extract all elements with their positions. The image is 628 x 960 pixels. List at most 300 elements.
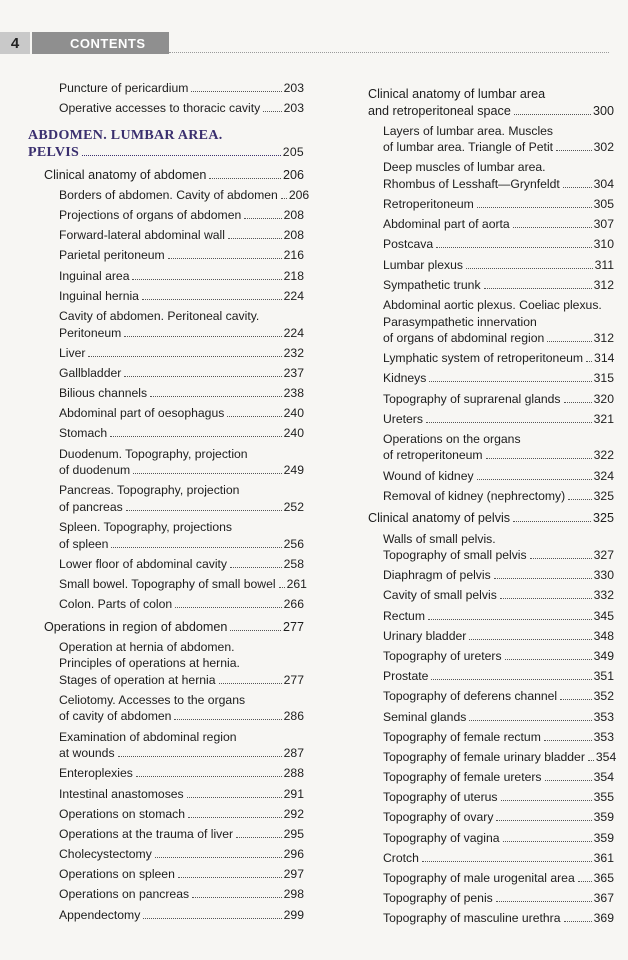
- toc-entry-title: of organs of abdominal region: [383, 331, 545, 345]
- toc-entry-title-line: Deep muscles of lumbar area.: [383, 160, 546, 175]
- toc-page-number: 205: [282, 144, 304, 159]
- toc-entry[interactable]: [352, 709, 614, 726]
- toc-entry[interactable]: [28, 207, 304, 224]
- dot-leader: [545, 780, 592, 781]
- toc-page-number: 312: [593, 277, 614, 292]
- toc-page-number: 286: [283, 709, 304, 724]
- toc-entry-title: Postcava: [383, 237, 434, 252]
- toc-entry-title: Diaphragm of pelvis: [383, 568, 491, 583]
- toc-entry-title: Operations on pancreas: [59, 887, 190, 902]
- toc-page-number: 249: [283, 463, 304, 478]
- toc-entry[interactable]: [352, 749, 617, 766]
- dot-leader: [513, 521, 591, 522]
- toc-entry-title: Small bowel. Topography of small bowel: [59, 576, 276, 591]
- toc-entry-title: at wounds: [59, 746, 115, 761]
- toc-entry-title: Lumbar plexus: [383, 257, 463, 272]
- toc-entry[interactable]: [352, 510, 614, 527]
- dot-leader: [556, 150, 592, 151]
- header-rule: [169, 52, 609, 53]
- toc-page-number: 298: [283, 887, 304, 902]
- toc-page-number: 369: [593, 911, 614, 926]
- header-title: CONTENTS: [70, 35, 146, 51]
- dot-leader: [514, 114, 591, 115]
- toc-entry[interactable]: [28, 345, 304, 362]
- toc-entry-title: Prostate: [383, 669, 429, 684]
- toc-page-number: 353: [593, 709, 614, 724]
- toc-entry-title: Sympathetic trunk: [383, 277, 481, 292]
- toc-page-number: 365: [593, 871, 614, 885]
- dot-leader: [110, 436, 282, 437]
- toc-entry[interactable]: [28, 786, 304, 803]
- toc-page-number: 324: [593, 468, 614, 483]
- toc-entry-title: Inguinal area: [59, 268, 130, 283]
- toc-entry-title: Stages of operation at hernia: [59, 672, 216, 687]
- toc-entry-title: Parietal peritoneum: [59, 248, 165, 263]
- toc-page-number: 302: [593, 140, 614, 155]
- toc-entry-title: Operative accesses to thoracic cavity: [59, 101, 261, 116]
- toc-page-number: 325: [593, 488, 614, 503]
- toc-page-number: 361: [593, 850, 614, 865]
- toc-entry-title: Topography of penis: [383, 891, 493, 906]
- toc-page-number: 203: [283, 101, 304, 116]
- toc-page-number: 287: [283, 746, 304, 761]
- dot-leader: [496, 901, 592, 902]
- toc-page-number: 322: [593, 448, 614, 463]
- dot-leader: [175, 607, 282, 608]
- dot-leader: [126, 510, 282, 511]
- toc-entry-title: Kidneys: [383, 371, 427, 386]
- toc-entry[interactable]: [28, 247, 304, 264]
- toc-entry-title: Cholecystectomy: [59, 847, 152, 862]
- toc-page-number: 345: [593, 608, 614, 623]
- toc-entry-title: Liver: [59, 345, 86, 360]
- toc-page-number: 237: [283, 365, 304, 380]
- toc-entry-title: Bilious channels: [59, 386, 148, 401]
- toc-entry[interactable]: [352, 391, 614, 408]
- toc-entry-title: Retroperitoneum: [383, 197, 474, 212]
- toc-entry[interactable]: [352, 628, 614, 645]
- toc-entry-title-line: Operations on the organs: [383, 431, 521, 446]
- dot-leader: [560, 699, 592, 700]
- toc-entry-title-line: Parasympathetic innervation: [383, 314, 537, 329]
- toc-entry-title: Topography of uterus: [383, 790, 498, 805]
- dot-leader: [578, 881, 592, 882]
- dot-leader: [142, 299, 282, 300]
- dot-leader: [191, 91, 281, 92]
- dot-leader: [505, 659, 592, 660]
- toc-page-number: 353: [593, 729, 614, 744]
- toc-entry-title: Abdominal part of oesophagus: [59, 406, 225, 421]
- dot-leader: [469, 720, 591, 721]
- toc-entry[interactable]: [352, 159, 614, 192]
- toc-page-number: 208: [283, 208, 304, 223]
- toc-entry[interactable]: [28, 227, 304, 244]
- toc-entry-title: Projections of organs of abdomen: [59, 208, 242, 223]
- toc-entry-title: Lymphatic system of retroperitoneum: [383, 351, 584, 366]
- toc-entry-title: Removal of kidney (nephrectomy): [383, 488, 566, 503]
- dot-leader: [227, 416, 281, 417]
- toc-entry-title-line: Celiotomy. Accesses to the organs: [59, 692, 246, 707]
- toc-entry[interactable]: [28, 446, 304, 479]
- toc-page-number: 266: [283, 597, 304, 612]
- toc-entry[interactable]: [28, 425, 304, 442]
- toc-entry-title: PELVIS: [28, 144, 80, 160]
- toc-entry-title: Stomach: [59, 426, 108, 441]
- toc-entry-title: Abdominal part of aorta: [383, 217, 510, 232]
- toc-entry[interactable]: [28, 556, 304, 573]
- toc-page-number: 310: [593, 237, 614, 252]
- toc-entry-title: Rhombus of Lesshaft—Grynfeldt: [383, 176, 560, 191]
- dot-leader: [422, 861, 592, 862]
- toc-page-number: 354: [595, 749, 617, 764]
- toc-entry-title: Topography of ovary: [383, 810, 494, 825]
- toc-entry[interactable]: [28, 619, 304, 636]
- toc-entry[interactable]: [352, 86, 614, 119]
- toc-entry[interactable]: [28, 167, 304, 184]
- toc-entry[interactable]: [352, 789, 614, 806]
- toc-entry-title: Operations in region of abdomen: [44, 619, 228, 634]
- toc-page-number: 203: [283, 81, 304, 95]
- toc-entry-title: Topography of masculine urethra: [383, 911, 561, 926]
- toc-entry-title: Appendectomy: [59, 907, 141, 922]
- toc-entry[interactable]: [352, 668, 614, 685]
- dot-leader: [124, 336, 281, 337]
- toc-entry-title: Forward-lateral abdominal wall: [59, 228, 225, 243]
- toc-entry-title: of retroperitoneum: [383, 448, 483, 463]
- dot-leader: [174, 719, 281, 720]
- toc-entry[interactable]: [28, 806, 304, 823]
- toc-page-number: 206: [282, 167, 304, 182]
- toc-entry[interactable]: [28, 385, 304, 402]
- dot-leader: [484, 288, 592, 289]
- toc-page-number: 258: [283, 556, 304, 571]
- toc-entry[interactable]: [28, 886, 304, 903]
- toc-entry-title-line: Walls of small pelvis.: [383, 531, 496, 546]
- toc-entry[interactable]: [28, 596, 304, 613]
- dot-leader: [486, 458, 592, 459]
- dot-leader: [477, 207, 592, 208]
- toc-entry[interactable]: [28, 308, 304, 341]
- toc-entry-title: Intestinal anastomoses: [59, 786, 184, 801]
- toc-page-number: 299: [283, 907, 304, 922]
- toc-page-number: 332: [593, 588, 614, 603]
- toc-page-number: 325: [592, 511, 614, 526]
- toc-page-number: 312: [593, 331, 614, 345]
- toc-entry[interactable]: [28, 268, 304, 285]
- toc-entry[interactable]: [352, 809, 614, 826]
- toc-entry-title: Puncture of pericardium: [59, 81, 189, 95]
- toc-entry[interactable]: [352, 297, 614, 347]
- dot-leader: [111, 547, 281, 548]
- toc-page-number: 307: [593, 217, 614, 232]
- toc-entry[interactable]: [28, 639, 304, 689]
- toc-entry-title: Gallbladder: [59, 365, 122, 380]
- toc-entry[interactable]: [28, 846, 304, 863]
- dot-leader: [588, 760, 594, 761]
- toc-page-number: 240: [283, 426, 304, 441]
- toc-entry-title: Operations on spleen: [59, 867, 175, 882]
- dot-leader: [544, 740, 592, 741]
- toc-entry-title: Enteroplexies: [59, 766, 133, 781]
- toc-page-number: 216: [283, 248, 304, 263]
- dot-leader: [230, 630, 281, 631]
- dot-leader: [132, 279, 281, 280]
- toc-page-number: 288: [283, 766, 304, 781]
- toc-right-column: [352, 80, 617, 931]
- toc-page-number: 232: [283, 345, 304, 360]
- toc-page-number: 206: [288, 187, 310, 202]
- toc-entry-title: Topography of suprarenal glands: [383, 391, 561, 406]
- toc-entry-title: Topography of vagina: [383, 830, 500, 845]
- toc-entry-title: Topography of female urinary bladder: [383, 749, 585, 764]
- dot-leader: [586, 361, 592, 362]
- dot-leader: [124, 376, 281, 377]
- toc-entry[interactable]: [28, 907, 304, 924]
- toc-entry-title-line: Operation at hernia of abdomen.: [59, 639, 235, 654]
- toc-entry-title: of pancreas: [59, 499, 123, 514]
- toc-entry-title: of duodenum: [59, 463, 131, 478]
- dot-leader: [82, 155, 281, 156]
- toc-entry-title: Operations on stomach: [59, 806, 186, 821]
- toc-entry-title-line: Layers of lumbar area. Muscles: [383, 123, 554, 138]
- page-number: 4: [0, 32, 30, 54]
- dot-leader: [230, 567, 282, 568]
- dot-leader: [568, 499, 591, 500]
- dot-leader: [209, 178, 281, 179]
- toc-entry-title-line: Pancreas. Topography, projection: [59, 483, 240, 498]
- toc-entry[interactable]: [28, 765, 304, 782]
- toc-entry[interactable]: [352, 608, 614, 625]
- toc-entry[interactable]: [352, 216, 614, 233]
- dot-leader: [503, 841, 592, 842]
- dot-leader: [178, 877, 282, 878]
- toc-entry-title: Peritoneum: [59, 325, 122, 340]
- toc-entry-title: Topography of female rectum: [383, 729, 541, 744]
- toc-page-number: 330: [593, 568, 614, 583]
- toc-page-number: 240: [283, 406, 304, 421]
- toc-entry-title-line: Duodenum. Topography, projection: [59, 446, 248, 461]
- dot-leader: [263, 111, 281, 112]
- toc-entry[interactable]: [352, 370, 614, 387]
- toc-entry[interactable]: [352, 431, 614, 464]
- toc-entry-title-line: Clinical anatomy of lumbar area: [368, 87, 546, 101]
- toc-page-number: 224: [283, 325, 304, 340]
- toc-entry-title: Topography of male urogenital area: [383, 871, 575, 885]
- toc-entry[interactable]: [28, 187, 310, 204]
- toc-page-number: 351: [593, 669, 614, 684]
- dot-leader: [187, 797, 282, 798]
- toc-entry[interactable]: [352, 123, 614, 156]
- toc-entry-title: Wound of kidney: [383, 468, 474, 483]
- toc-page-number: 304: [593, 176, 614, 191]
- toc-entry-title: Crotch: [383, 850, 419, 865]
- dot-leader: [494, 578, 592, 579]
- toc-page-number: 297: [283, 867, 304, 882]
- toc-entry-title: Colon. Parts of colon: [59, 597, 173, 612]
- toc-page-number: 359: [593, 810, 614, 825]
- dot-leader: [281, 198, 287, 199]
- dot-leader: [500, 598, 592, 599]
- toc-page-number: 300: [592, 103, 614, 118]
- dot-leader: [431, 679, 591, 680]
- dot-leader: [155, 857, 282, 858]
- toc-page-number: 256: [283, 536, 304, 551]
- toc-entry[interactable]: [352, 587, 614, 604]
- toc-entry-title: Ureters: [383, 411, 423, 426]
- toc-page-number: 305: [593, 197, 614, 212]
- page-header: [0, 28, 628, 58]
- toc-entry[interactable]: [352, 688, 614, 705]
- toc-entry[interactable]: [352, 648, 614, 665]
- toc-page-number: 354: [593, 770, 614, 785]
- toc-entry-title-line: Cavity of abdomen. Peritoneal cavity.: [59, 309, 260, 323]
- toc-entry[interactable]: [352, 531, 614, 564]
- dot-leader: [469, 639, 591, 640]
- toc-entry[interactable]: [28, 692, 304, 725]
- toc-page-number: 277: [282, 619, 304, 634]
- toc-entry-title: Clinical anatomy of pelvis: [368, 511, 511, 526]
- dot-leader: [88, 356, 281, 357]
- toc-entry-title: Topography of deferens channel: [383, 689, 558, 704]
- toc-entry-title: Borders of abdomen. Cavity of abdomen: [59, 187, 278, 202]
- header-bar: [32, 32, 169, 54]
- dot-leader: [428, 619, 592, 620]
- dot-leader: [496, 820, 591, 821]
- toc-page-number: 348: [593, 628, 614, 643]
- toc-entry-title: Topography of small pelvis: [383, 548, 527, 562]
- toc-entry[interactable]: [352, 830, 614, 847]
- toc-page-number: 367: [593, 891, 614, 906]
- toc-page-number: 349: [593, 648, 614, 663]
- toc-entry-title-line: Abdominal aortic plexus. Coeliac plexus.: [383, 298, 602, 312]
- toc-page-number: 224: [283, 288, 304, 303]
- dot-leader: [436, 247, 592, 248]
- toc-page-number: 238: [283, 386, 304, 401]
- toc-entry[interactable]: [28, 127, 304, 161]
- toc-entry[interactable]: [352, 890, 614, 907]
- dot-leader: [466, 268, 593, 269]
- toc-entry-title: Operations at the trauma of liver: [59, 826, 234, 841]
- toc-page-number: 315: [593, 371, 614, 386]
- toc-entry[interactable]: [352, 196, 614, 213]
- toc-entry[interactable]: [28, 405, 304, 422]
- toc-entry[interactable]: [352, 236, 614, 253]
- toc-page-number: 321: [593, 411, 614, 426]
- dot-leader: [192, 897, 282, 898]
- dot-leader: [426, 422, 592, 423]
- toc-left-column: [28, 80, 310, 927]
- toc-entry[interactable]: [352, 729, 614, 746]
- toc-page-number: 295: [283, 826, 304, 841]
- dot-leader: [228, 238, 282, 239]
- dot-leader: [244, 218, 281, 219]
- dot-leader: [564, 402, 592, 403]
- toc-page-number: 208: [283, 228, 304, 243]
- toc-entry-title: Inguinal hernia: [59, 288, 139, 303]
- toc-entry-title: and retroperitoneal space: [368, 103, 511, 118]
- toc-entry[interactable]: [28, 365, 304, 382]
- toc-entry[interactable]: [352, 411, 614, 428]
- toc-page-number: 320: [593, 391, 614, 406]
- toc-entry[interactable]: [28, 100, 304, 117]
- toc-page-number: 218: [283, 268, 304, 283]
- toc-entry-title: Cavity of small pelvis: [383, 588, 497, 603]
- toc-entry-title: Topography of ureters: [383, 648, 502, 663]
- dot-leader: [547, 341, 591, 342]
- toc-entry-title: of lumbar area. Triangle of Petit: [383, 140, 554, 155]
- toc-entry[interactable]: [28, 576, 307, 593]
- toc-entry-title-line: Spleen. Topography, projections: [59, 520, 232, 534]
- dot-leader: [501, 800, 592, 801]
- toc-page-number: 314: [594, 351, 615, 366]
- toc-entry-title: Clinical anatomy of abdomen: [44, 167, 207, 182]
- toc-entry-title-line: ABDOMEN. LUMBAR AREA.: [28, 127, 223, 143]
- toc-entry-title: Lower floor of abdominal cavity: [59, 556, 228, 571]
- toc-entry-title: of spleen: [59, 536, 109, 551]
- dot-leader: [168, 258, 282, 259]
- dot-leader: [563, 187, 592, 188]
- dot-leader: [118, 756, 282, 757]
- toc-entry[interactable]: [352, 488, 614, 505]
- toc-entry-title: of cavity of abdomen: [59, 709, 172, 724]
- toc-entry[interactable]: [352, 769, 614, 786]
- toc-entry-title: Urinary bladder: [383, 628, 467, 643]
- dot-leader: [477, 479, 592, 480]
- toc-page-number: 359: [593, 830, 614, 845]
- toc-entry[interactable]: [352, 257, 614, 274]
- toc-entry[interactable]: [28, 866, 304, 883]
- toc-entry[interactable]: [28, 482, 304, 515]
- toc-page-number: 292: [283, 806, 304, 821]
- dot-leader: [279, 587, 285, 588]
- toc-entry-title: Seminal glands: [383, 709, 467, 724]
- toc-entry[interactable]: [352, 277, 614, 294]
- toc-page-number: 327: [593, 548, 614, 562]
- dot-leader: [188, 817, 282, 818]
- toc-entry[interactable]: [352, 870, 614, 887]
- toc-entry[interactable]: [28, 80, 304, 97]
- toc-page-number: 252: [283, 499, 304, 514]
- dot-leader: [530, 558, 592, 559]
- toc-entry-title: Topography of female ureters: [383, 770, 542, 785]
- toc-entry-title: Rectum: [383, 608, 425, 623]
- toc-entry[interactable]: [28, 288, 304, 305]
- toc-entry[interactable]: [352, 350, 614, 367]
- toc-entry[interactable]: [352, 850, 614, 867]
- toc-entry[interactable]: [28, 519, 304, 552]
- toc-entry-title-line: Examination of abdominal region: [59, 729, 237, 744]
- dot-leader: [564, 921, 592, 922]
- dot-leader: [219, 683, 282, 684]
- dot-leader: [143, 918, 281, 919]
- dot-leader: [136, 776, 282, 777]
- toc-entry[interactable]: [352, 910, 614, 927]
- toc-entry[interactable]: [28, 826, 304, 843]
- toc-page-number: 311: [594, 257, 614, 272]
- dot-leader: [429, 381, 591, 382]
- toc-page-number: 355: [593, 790, 614, 805]
- dot-leader: [133, 473, 282, 474]
- toc-entry-title-line: Principles of operations at hernia.: [59, 656, 240, 671]
- toc-entry[interactable]: [352, 567, 614, 584]
- dot-leader: [513, 227, 592, 228]
- toc-page-number: 261: [286, 576, 307, 591]
- toc-entry[interactable]: [352, 468, 614, 485]
- dot-leader: [236, 837, 282, 838]
- toc-entry[interactable]: [28, 729, 304, 762]
- dot-leader: [150, 396, 282, 397]
- toc-page-number: 291: [283, 786, 304, 801]
